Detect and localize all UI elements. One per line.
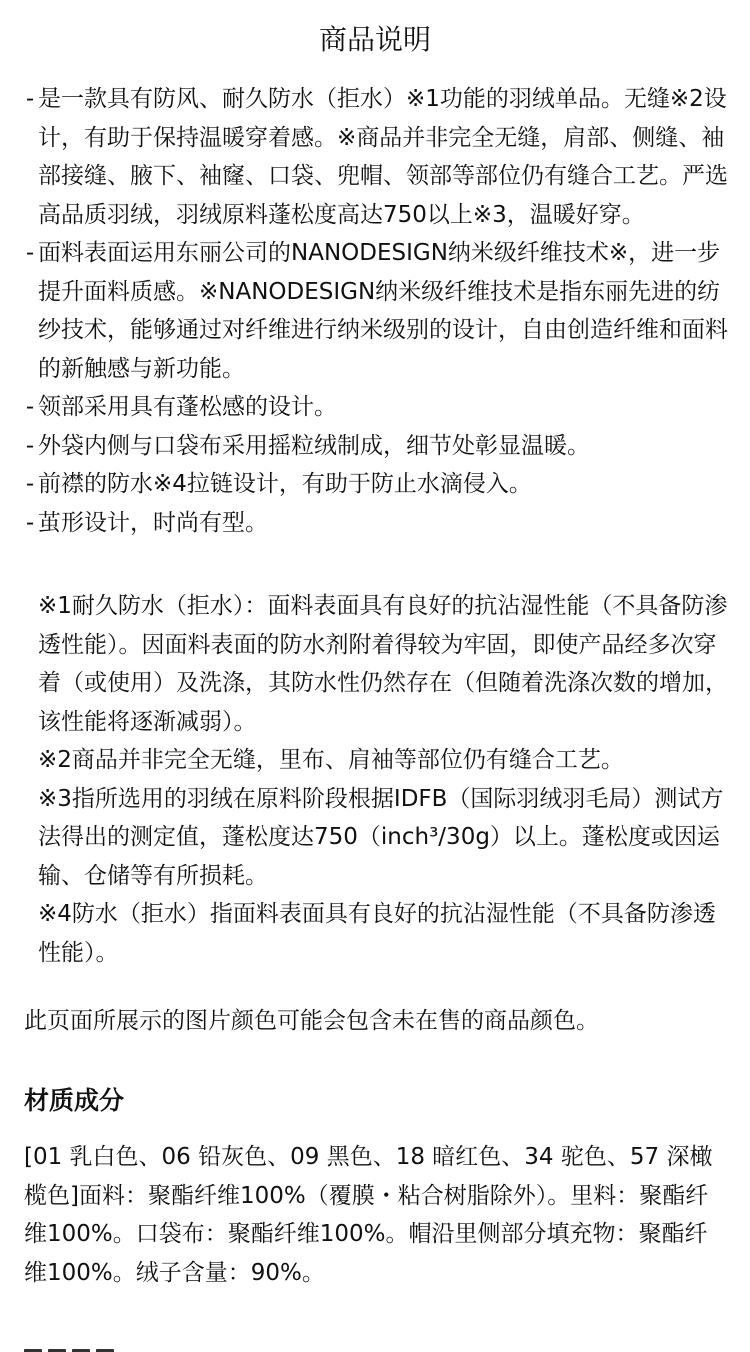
footnote-item: ※4防水（拒水）指面料表面具有良好的抗沾湿性能（不具备防渗透性能）。 <box>38 901 716 966</box>
feature-item <box>22 504 728 543</box>
footnote-item: ※2商品并非完全无缝，里布、肩袖等部位仍有缝合工艺。 <box>38 747 624 773</box>
material-heading: 材质成分 <box>24 1086 125 1115</box>
feature-text: 茧形设计，时尚有型。 <box>38 509 268 536</box>
footnote-item: ※1耐久防水（拒水）：面料表面具有良好的抗沾湿性能（不具备防渗透性能）。因面料表面的防水剂附着得较为牢固，即使产品经多次穿着（或使用）及洗涤，其防水性仍然存在（但随着洗涤次数的增加，该性能将逐渐减弱）。 <box>38 593 728 735</box>
color-disclaimer: 此页面所展示的图片颜色可能会包含未在售的商品颜色。 <box>24 1008 599 1034</box>
feature-list <box>22 80 728 542</box>
feature-item <box>22 465 728 504</box>
footnote-list <box>22 587 728 972</box>
bullet-mark: - <box>25 86 35 112</box>
bullet-mark: - <box>25 394 35 420</box>
cutoff-next-heading <box>24 1338 144 1352</box>
feature-item <box>22 427 728 466</box>
footnote-item: ※3指所选用的羽绒在原料阶段根据IDFB（国际羽绒羽毛局）测试方法得出的测定值，蓬松度达750（inch³/30g）以上。蓬松度或因运输、仓储等有所损耗。 <box>38 785 724 889</box>
bullet-mark: - <box>25 509 35 536</box>
bullet-mark: - <box>25 240 35 266</box>
feature-text: 面料表面运用东丽公司的NANODESIGN纳米级纤维技术※，进一步提升面料质感。※NANODESIGN纳米级纤维技术是指东丽先进的纺纱技术，能够通过对纤维进行纳米级别的设计，自由创造纤维和面料的新触感与新功能。 <box>38 240 728 382</box>
feature-text: 外袋内侧与口袋布采用摇粒绒制成，细节处彰显温暖。 <box>38 432 590 459</box>
feature-text: 领部采用具有蓬松感的设计。 <box>38 394 337 420</box>
feature-text: 前襟的防水※4拉链设计，有助于防止水滴侵入。 <box>38 471 532 497</box>
feature-text: 是一款具有防风、耐久防水（拒水）※1功能的羽绒单品。无缝※2设计，有助于保持温暖穿着感。※商品并非完全无缝，肩部、侧缝、袖部接缝、腋下、袖窿、口袋、兜帽、领部等部位仍有缝合工艺。严选高品质羽绒，羽绒原料蓬松度高达750以上※3，温暖好穿。 <box>38 86 728 228</box>
page-title: 商品说明 <box>318 23 431 56</box>
feature-item <box>22 80 728 234</box>
feature-item <box>22 388 728 427</box>
material-composition: [01 乳白色、06 铅灰色、09 黑色、18 暗红色、34 驼色、57 深橄榄色]面料：聚酯纤维100%（覆膜・粘合树脂除外）。里料：聚酯纤维100%。口袋布：聚酯纤维100%。帽沿里侧部分填充物：聚酯纤维100%。绒子含量：90%。 <box>24 1144 713 1286</box>
bullet-mark: - <box>25 432 35 459</box>
feature-item <box>22 234 728 388</box>
bullet-mark: - <box>25 471 35 497</box>
